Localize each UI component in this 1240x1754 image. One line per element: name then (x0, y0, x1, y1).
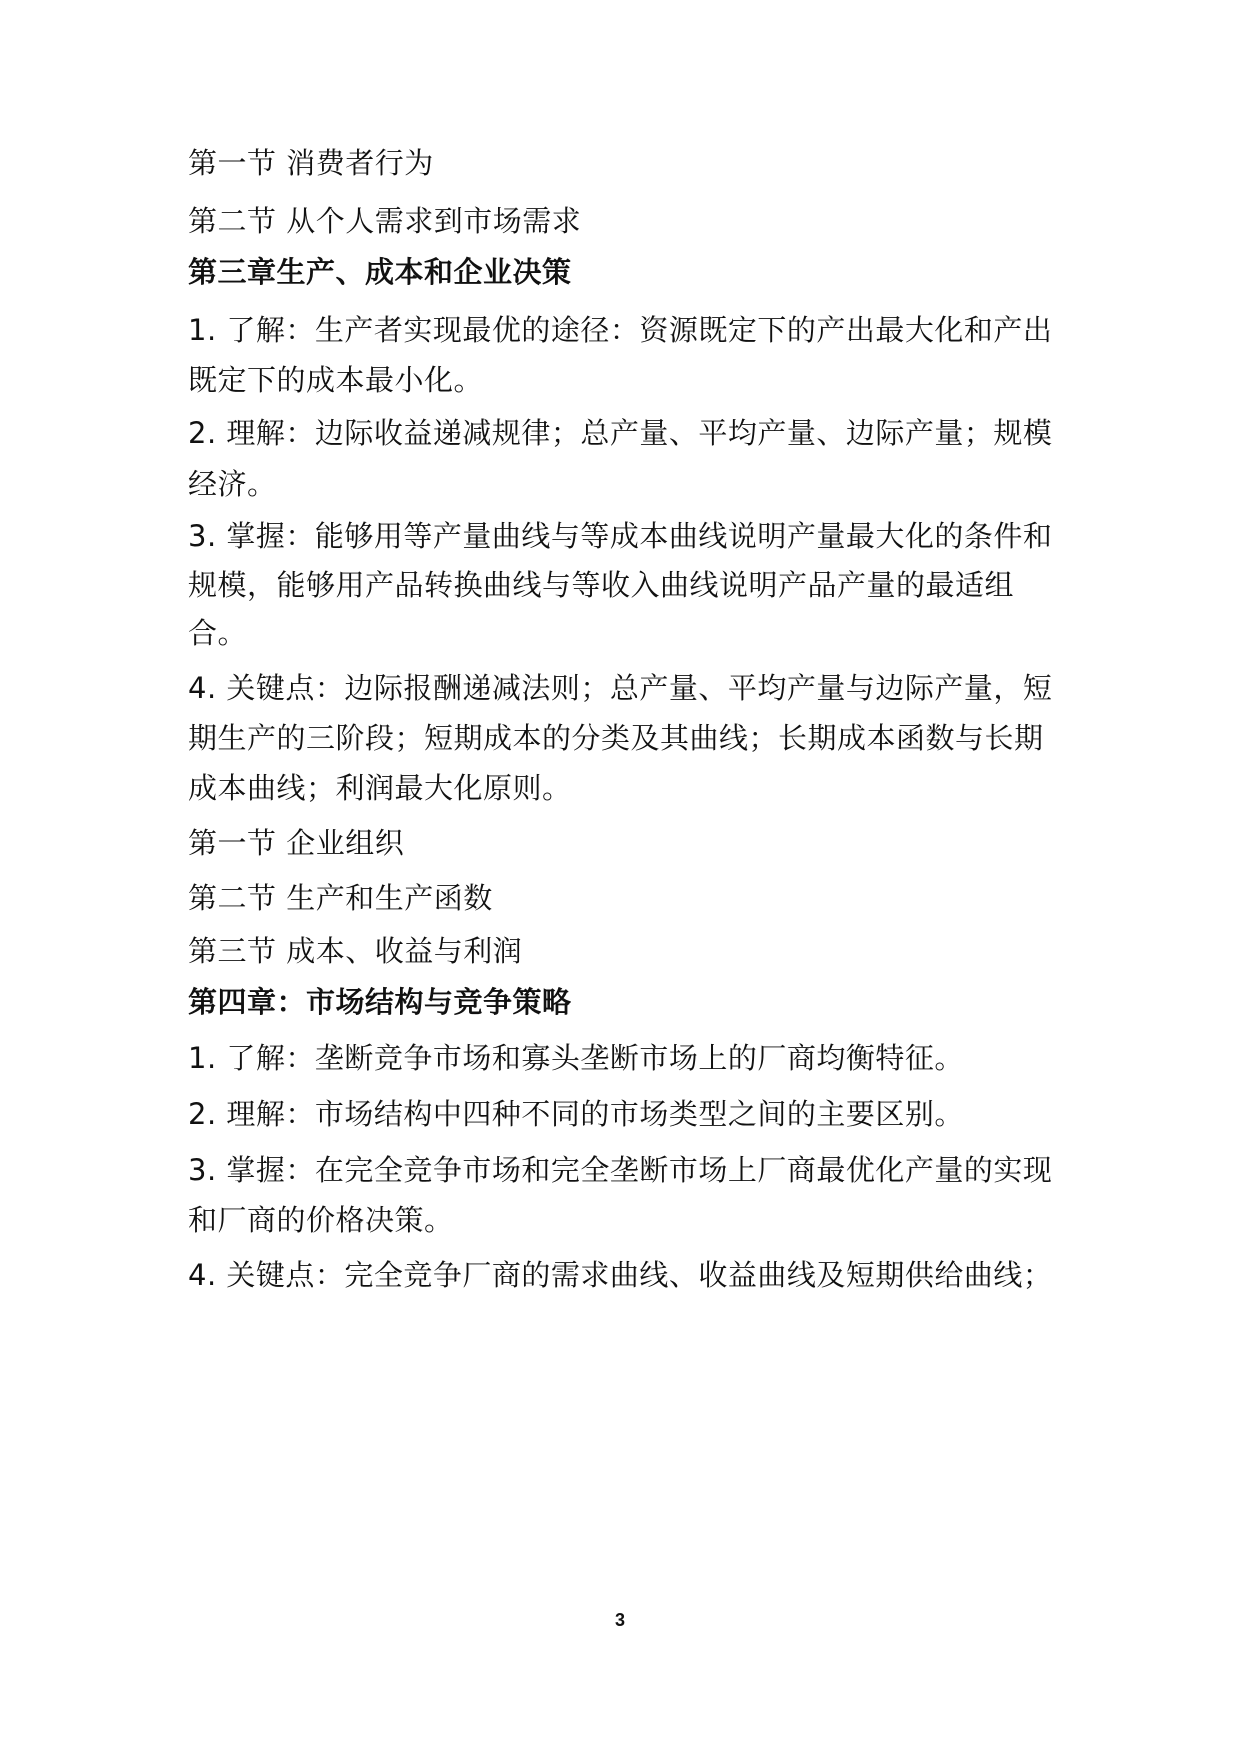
paragraph-line: 3. 掌握：能够用等产量曲线与等成本曲线说明产量最大化的条件和 (188, 519, 1053, 553)
chapter-heading: 第三章生产、成本和企业决策 (188, 255, 572, 289)
section-heading: 第三节 成本、收益与利润 (188, 934, 523, 968)
paragraph-line: 经济。 (188, 467, 277, 501)
paragraph-line: 4. 关键点：完全竞争厂商的需求曲线、收益曲线及短期供给曲线； (188, 1258, 1053, 1292)
page-number: 3 (614, 1610, 625, 1630)
paragraph-line: 1. 了解：垄断竞争市场和寡头垄断市场上的厂商均衡特征。 (188, 1041, 964, 1075)
paragraph-line: 期生产的三阶段；短期成本的分类及其曲线；长期成本函数与长期 (188, 721, 1044, 755)
paragraph-line: 合。 (188, 616, 248, 650)
section-heading: 第一节 消费者行为 (188, 146, 434, 180)
paragraph-line: 4. 关键点：边际报酬递减法则；总产量、平均产量与边际产量，短 (188, 671, 1053, 705)
paragraph-line: 和厂商的价格决策。 (188, 1203, 454, 1237)
section-heading: 第二节 生产和生产函数 (188, 881, 493, 915)
section-heading: 第一节 企业组织 (188, 826, 405, 860)
paragraph-line: 规模，能够用产品转换曲线与等收入曲线说明产品产量的最适组 (188, 568, 1015, 602)
section-heading: 第二节 从个人需求到市场需求 (188, 204, 582, 238)
paragraph-line: 成本曲线；利润最大化原则。 (188, 771, 572, 805)
paragraph-line: 1. 了解：生产者实现最优的途径：资源既定下的产出最大化和产出 (188, 313, 1053, 347)
paragraph-line: 2. 理解：市场结构中四种不同的市场类型之间的主要区别。 (188, 1097, 964, 1131)
paragraph-line: 2. 理解：边际收益递减规律；总产量、平均产量、边际产量；规模 (188, 416, 1053, 450)
paragraph-line: 既定下的成本最小化。 (188, 363, 484, 397)
chapter-heading: 第四章：市场结构与竞争策略 (188, 985, 572, 1019)
paragraph-line: 3. 掌握：在完全竞争市场和完全垄断市场上厂商最优化产量的实现 (188, 1153, 1053, 1187)
